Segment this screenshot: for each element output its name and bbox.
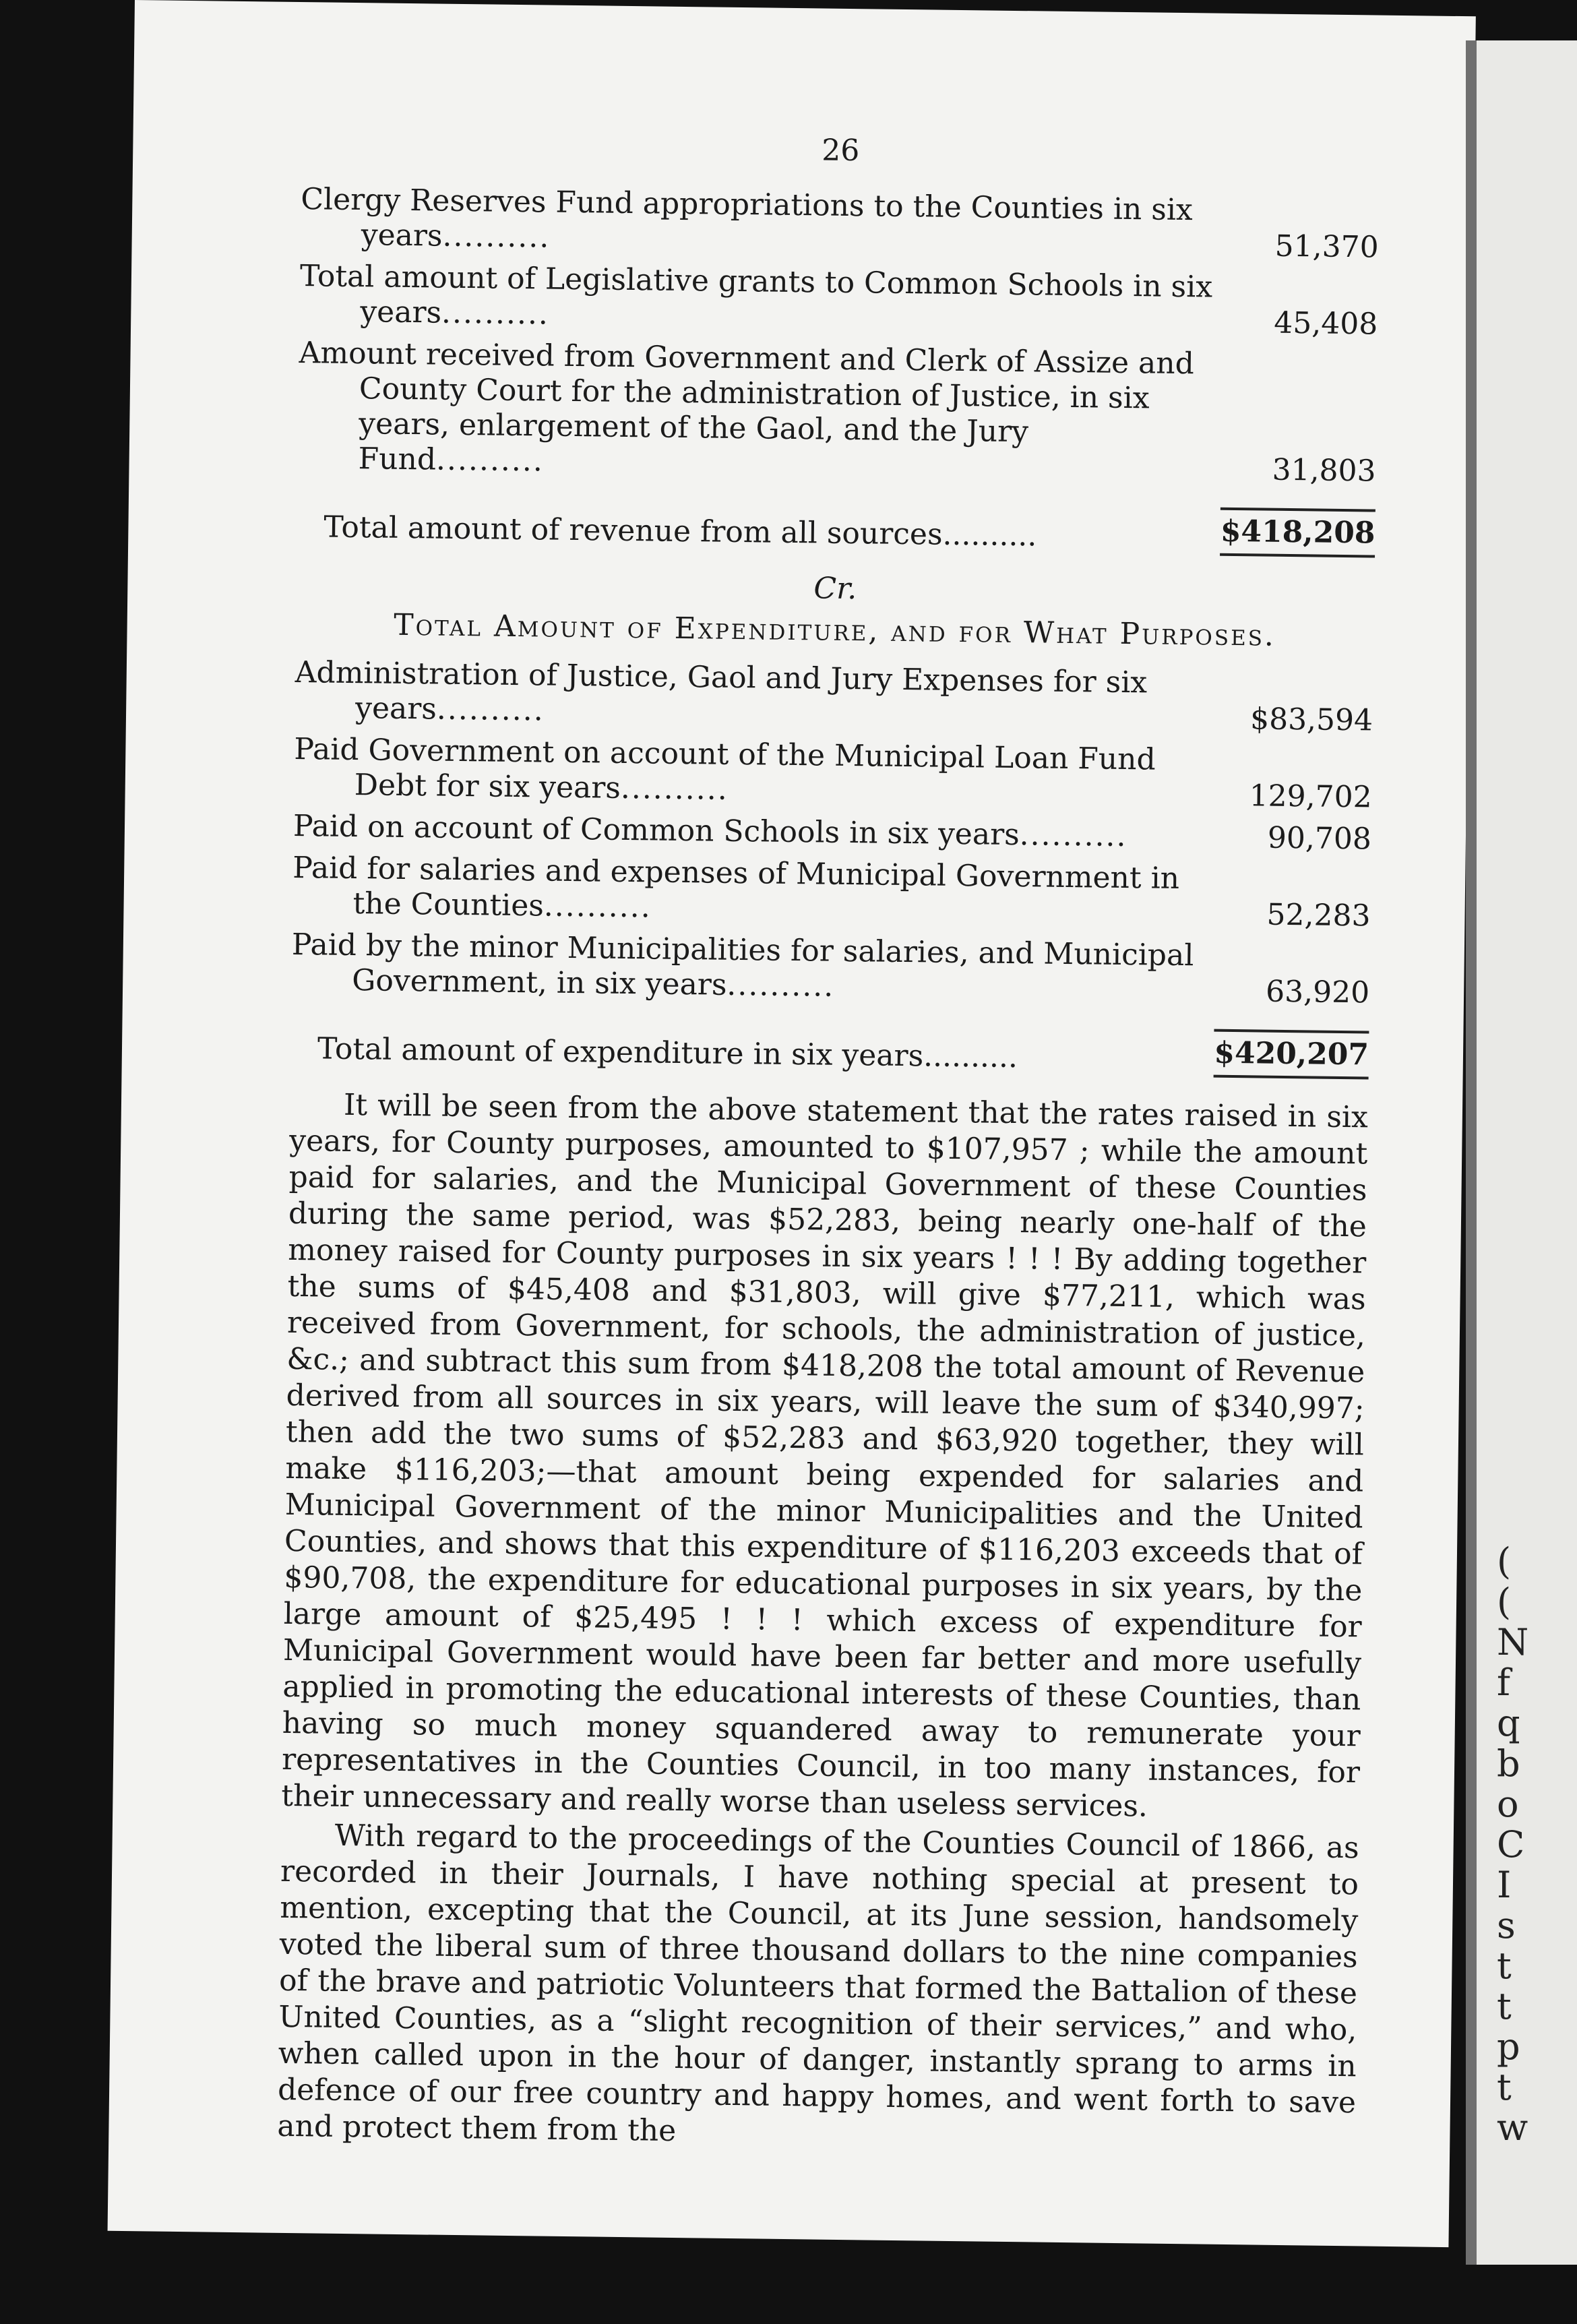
item-text: Paid on account of Common Schools in six years [292, 808, 1020, 853]
item-amount: 52,283 [1266, 897, 1371, 934]
revenue-item: Clergy Reserves Fund appropriations to the Counties in six years.......... 51,370 [301, 182, 1379, 265]
item-text: Clergy Reserves Fund appropriations to the Counties in six years [301, 182, 1194, 253]
expenditure-total-amount: $420,207 [1214, 1029, 1369, 1080]
item-amount: 45,408 [1273, 305, 1378, 342]
expenditure-list [291, 655, 1373, 1011]
expenditure-item: Paid Government on account of the Municipal Loan Fund Debt for six years.......... 129,702 [294, 731, 1372, 815]
revenue-item: Amount received from Government and Clerk of Assize and County Court for the administration of Justice, in six years, enlargement of the Gaol, and the Jury Fund.......... 31,803 [299, 336, 1376, 489]
adjacent-page-fragment: ( [1497, 1540, 1512, 1583]
adjacent-page-fragment: q [1497, 1702, 1520, 1744]
expenditure-item: Paid by the minor Municipalities for salaries, and Municipal Government, in six years.......... 63,920 [291, 927, 1370, 1010]
item-text: Total amount of Legislative grants to Common Schools in six years [299, 259, 1213, 330]
item-text: Administration of Justice, Gaol and Jury Expenses for six years [295, 654, 1148, 727]
revenue-total-row: Total amount of revenue from all sources.......... $418,208 [297, 496, 1375, 558]
expenditure-total-row: Total amount of expenditure in six years.......... $420,207 [290, 1018, 1369, 1080]
adjacent-page-fragment: w [1497, 2106, 1528, 2149]
item-amount: 90,708 [1267, 820, 1372, 857]
adjacent-page-fragment: f [1497, 1661, 1510, 1704]
expenditure-item: Paid for salaries and expenses of Municipal Government in the Counties.......... 52,283 [292, 850, 1371, 934]
adjacent-page-fragment: C [1497, 1823, 1525, 1866]
revenue-total-amount: $418,208 [1220, 508, 1375, 558]
expenditure-item: Paid on account of Common Schools in six years.......... 90,708 [292, 808, 1372, 857]
item-amount: $83,594 [1249, 702, 1373, 738]
revenue-item: Total amount of Legislative grants to Common Schools in six years.......... 45,408 [299, 259, 1378, 342]
adjacent-page-fragment: t [1497, 1945, 1512, 1987]
adjacent-page-fragment: o [1497, 1783, 1519, 1825]
credit-label: Cr. [813, 571, 857, 607]
item-amount: 31,803 [1272, 452, 1376, 489]
expenditure-item: Administration of Justice, Gaol and Jury Expenses for six years.......... $83,594 [295, 654, 1373, 738]
item-text: Paid by the minor Municipalities for salaries, and Municipal Government, in six years [291, 927, 1194, 1002]
item-amount: 129,702 [1249, 778, 1372, 815]
document-page [108, 0, 1476, 2247]
adjacent-page-fragment: p [1497, 2025, 1520, 2068]
page-number: 26 [822, 133, 860, 169]
item-amount: 63,920 [1265, 974, 1370, 1010]
revenue-list [297, 182, 1379, 489]
item-text: Paid for salaries and expenses of Municipal Government in the Counties [292, 850, 1180, 923]
expenditure-total-label: Total amount of expenditure in six years [317, 1031, 924, 1074]
item-text: Paid Government on account of the Municipal Loan Fund Debt for six years [294, 731, 1156, 805]
page-content [277, 127, 1380, 2158]
revenue-total-label: Total amount of revenue from all sources [323, 510, 943, 552]
adjacent-page-fragment: b [1497, 1742, 1520, 1785]
adjacent-page-fragment: N [1497, 1621, 1529, 1663]
item-text: Amount received from Government and Clerk of Assize and County Court for the administration of Justice, in six years, enlargement of the Gaol, and the Jury Fund [299, 336, 1195, 477]
body-paragraph: It will be seen from the above statement that the rates raised in six years, for County purposes, amounted to $107,957 ; while the amount paid for salaries, and the Municipal Government of these Counties during the same period, was $52,283, being nearly one-half of the money raised for County purposes in six years ! ! ! By adding together the sums of $45,408 and $31,803, will give $77,211, which was received from Government, for schools, the administration of justice, &c.; and subtract this sum from $418,208 the total amount of Revenue derived from all sources in six years, will leave the sum of $340,997; then add the two sums of $52,283 and $63,920 together, they will make $116,203;—that amount being expended for salaries and Municipal Government of the minor Municipalities and the United Counties, and shows that this expenditure of $116,203 exceeds that of $90,708, the expenditure for educational purposes in six years, by the large amount of $25,495 ! ! ! which excess of expenditure for Municipal Government would have been far better and more usefully applied in promoting the educational interests of these Counties, than having so much money squandered away to remunerate your representatives in the Counties Council, in too many instances, for their unnecessary and really worse than useless services. [281, 1087, 1369, 1824]
adjacent-page-fragment: t [1497, 2066, 1512, 2108]
adjacent-page-fragment: t [1497, 1985, 1512, 2027]
adjacent-page-edge [1466, 40, 1577, 2265]
body-paragraph: With regard to the proceedings of the Counties Council of 1866, as recorded in their Journals, I have nothing special at present to mention, excepting that the Council, at its June session, handsomely voted the liberal sum of three thousand dollars to the nine companies of the brave and patriotic Volunteers that formed the Battalion of these United Counties, as a “slight recognition of their services,” and who, when called upon in the hour of danger, instantly sprang to arms in defence of our free country and happy homes, and went forth to save and protect them from the [277, 1818, 1359, 2149]
adjacent-page-fragment: s [1497, 1904, 1516, 1947]
item-amount: 51,370 [1274, 228, 1379, 265]
adjacent-page-fragment: I [1497, 1864, 1512, 1906]
expenditure-heading: Total Amount of Expenditure, and for What Purposes. [393, 607, 1276, 653]
adjacent-page-fragment: ( [1497, 1581, 1512, 1623]
